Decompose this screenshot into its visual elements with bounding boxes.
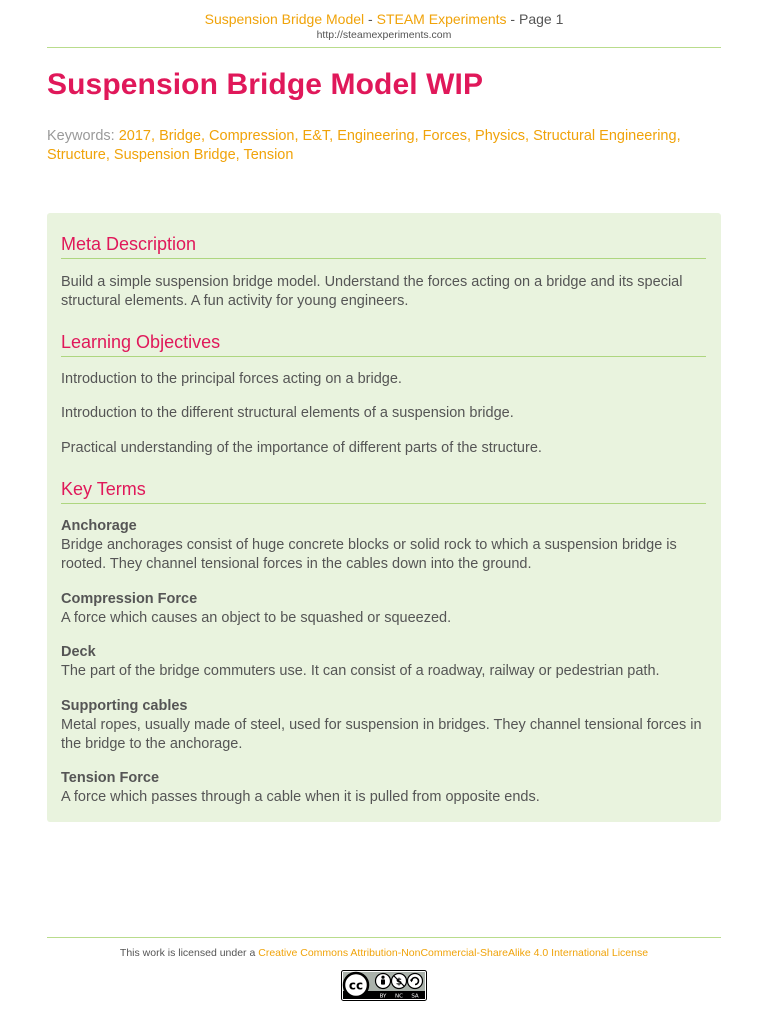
cc-logo-text: cc: [348, 978, 364, 993]
badge-label-by: BY: [379, 993, 387, 1000]
header-site-link[interactable]: STEAM Experiments: [376, 11, 507, 27]
cc-logo-icon: [344, 973, 368, 997]
footer-prefix: This work is licensed under a: [119, 947, 259, 959]
term-name: Anchorage: [61, 518, 137, 534]
badge-label-nc: NC: [395, 993, 403, 1000]
keyword-link[interactable]: Physics: [475, 128, 526, 144]
term-entry: [61, 697, 711, 754]
keyword-link[interactable]: Structural Engineering: [533, 128, 677, 144]
sharealike-icon: [408, 974, 423, 989]
noncommercial-icon: [392, 974, 407, 989]
objective-item: Introduction to the different structural elements of a suspension bridge.: [61, 405, 514, 421]
term-entry: [61, 769, 711, 807]
header-doc-title-link[interactable]: Suspension Bridge Model: [204, 11, 365, 27]
term-entry: [61, 517, 711, 574]
keyword-link[interactable]: E&T: [302, 128, 330, 144]
keywords-label: Keywords:: [47, 128, 119, 144]
svg-text:$: $: [395, 977, 403, 988]
term-name: Compression Force: [61, 591, 198, 607]
keyword-link[interactable]: Tension: [243, 147, 294, 163]
footer-license-text: [0, 947, 768, 959]
term-entry: [61, 590, 711, 628]
header-page-label: - Page 1: [506, 11, 564, 27]
term-definition: The part of the bridge commuters use. It can consist of a roadway, railway or pedestrian path.: [61, 663, 660, 679]
badge-label-sa: SA: [411, 993, 419, 1000]
page-title: Suspension Bridge Model WIP: [47, 68, 484, 101]
header-url[interactable]: http://steamexperiments.com: [316, 29, 452, 41]
footer-divider: [47, 937, 721, 938]
term-definition: Bridge anchorages consist of huge concrete blocks or solid rock to which a suspension bridge is rooted. They channel tensional forces in the cables down into the ground.: [61, 537, 677, 572]
keyword-link[interactable]: Bridge: [159, 128, 201, 144]
term-name: Tension Force: [61, 770, 160, 786]
meta-description-text: Build a simple suspension bridge model. Understand the forces acting on a bridge and its special structural elements. A fun activity for young engineers.: [61, 274, 683, 309]
keywords-block: Keywords: 2017, Bridge, Compression, E&T, Engineering, Forces, Physics, Structural Engineering, Structure, Suspension Bridge, Tension: [47, 128, 681, 163]
page-header: [0, 10, 768, 42]
attribution-person-icon: [376, 974, 391, 989]
cc-license-badge[interactable]: [341, 970, 427, 1001]
learning-objectives-heading: Learning Objectives: [61, 331, 706, 357]
header-separator: -: [364, 11, 377, 27]
term-definition: A force which causes an object to be squashed or squeezed.: [61, 610, 452, 626]
content-panel: [47, 213, 721, 822]
keyword-link[interactable]: Engineering: [337, 128, 415, 144]
term-entry: [61, 643, 711, 681]
license-link[interactable]: Creative Commons Attribution-NonCommercial-ShareAlike 4.0 International License: [258, 947, 649, 959]
meta-description-heading: Meta Description: [61, 233, 706, 259]
keyword-link[interactable]: Suspension Bridge: [113, 147, 236, 163]
term-definition: A force which passes through a cable when it is pulled from opposite ends.: [61, 789, 540, 805]
header-title-line: [0, 10, 768, 28]
header-divider: [47, 47, 721, 48]
objective-item: Introduction to the principal forces acting on a bridge.: [61, 371, 402, 387]
keyword-link[interactable]: 2017: [118, 128, 151, 144]
keyword-link[interactable]: Forces: [422, 128, 467, 144]
term-name: Supporting cables: [61, 698, 188, 714]
keyword-link[interactable]: Compression: [209, 128, 295, 144]
objective-item: Practical understanding of the importance of different parts of the structure.: [61, 440, 542, 456]
key-terms-heading: Key Terms: [61, 478, 706, 504]
term-name: Deck: [61, 644, 96, 660]
keyword-link[interactable]: Structure: [47, 147, 106, 163]
term-definition: Metal ropes, usually made of steel, used for suspension in bridges. They channel tensional forces in the bridge to the anchorage.: [61, 717, 702, 752]
